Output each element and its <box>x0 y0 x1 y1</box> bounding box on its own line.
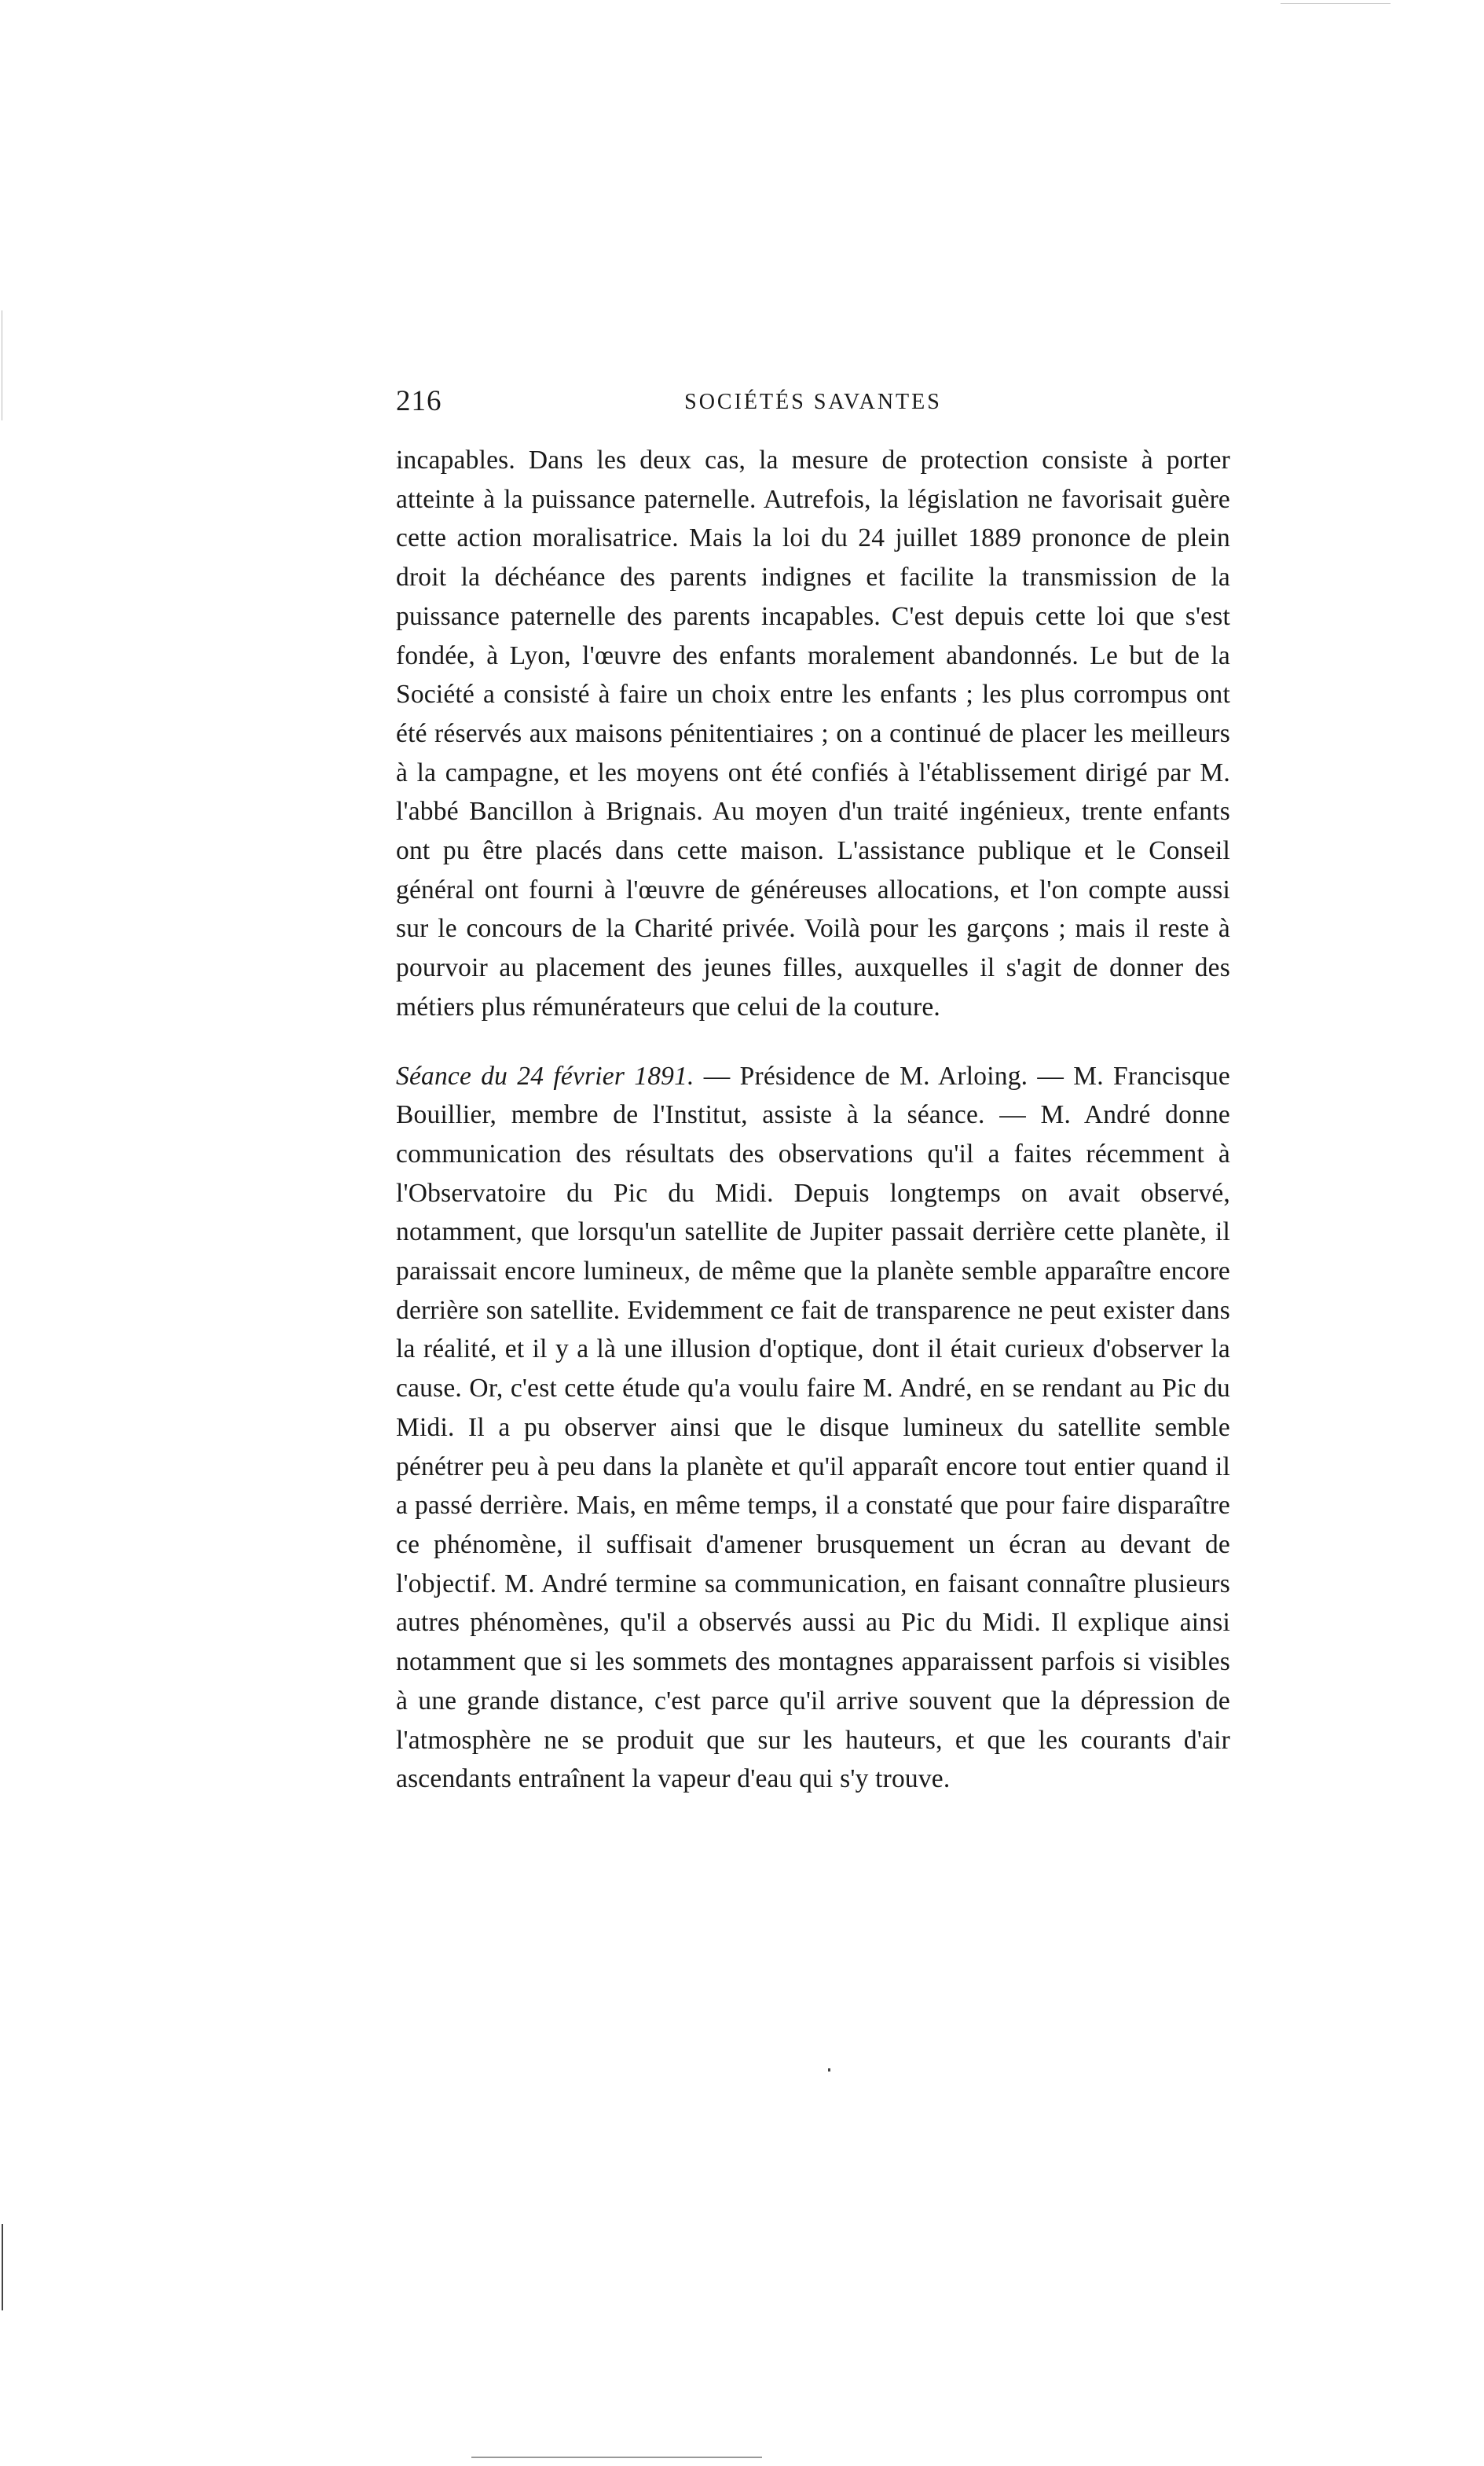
page-number: 216 <box>396 385 442 417</box>
session-heading: Séance du 24 février 1891. <box>396 1061 694 1091</box>
scan-speck <box>828 2068 830 2072</box>
paragraph-seance <box>396 1057 1230 1799</box>
running-head <box>396 383 1230 420</box>
body-text <box>396 441 1230 1799</box>
paragraph-continuation: incapables. Dans les deux cas, la mesure de protection consiste à porter atteinte à la puissance paternelle. Autrefois, la législation ne favorisait guère cette action moralisatrice. Mais la loi du 24 juillet 1889 prononce de plein droit la déchéance des parents indignes et facilite la transmission de la puissance paternelle des parents incapables. C'est depuis cette loi que s'est fondée, à Lyon, l'œuvre des enfants moralement abandonnés. Le but de la Société a consisté à faire un choix entre les enfants ; les plus corrompus ont été réservés aux maisons pénitentiaires ; on a continué de placer les meilleurs à la campagne, et les moyens ont été confiés à l'établissement dirigé par M. l'abbé Bancillon à Brignais. Au moyen d'un traité ingénieux, trente enfants ont pu être placés dans cette maison. L'assistance publique et le Conseil général ont fourni à l'œuvre de généreuses allocations, et l'on compte aussi sur le concours de la Charité privée. Voilà pour les garçons ; mais il reste à pourvoir au placement des jeunes filles, auxquelles il s'agit de donner des métiers plus rémunérateurs que celui de la couture. <box>396 446 1230 1022</box>
scan-bottom-rule <box>471 2457 762 2458</box>
running-title: SOCIÉTÉS SAVANTES <box>684 390 942 414</box>
session-body: — Présidence de M. Arloing. — M. Francisque Bouillier, membre de l'Institut, assiste à la séance. — M. André donne communication des résultats des observations qu'il a faites récemment à l'Observatoire du Pic du Midi. Depuis longtemps on avait observé, notamment, que lorsqu'un satellite de Jupiter passait derrière cette planète, il paraissait encore lumineux, de même que la planète semble apparaître encore derrière son satellite. Evidemment ce fait de transparence ne peut exister dans la réalité, et il y a là une illusion d'optique, dont il était curieux d'observer la cause. Or, c'est cette étude qu'a voulu faire M. André, en se rendant au Pic du Midi. Il a pu observer ainsi que le disque lumineux du satellite semble pénétrer peu à peu dans la planète et qu'il apparaît encore tout entier quand il a passé derrière. Mais, en même temps, il a constaté que pour faire disparaître ce phénomène, il suffisait d'amener brusquement un écran au devant de l'objectif. M. André termine sa communication, en faisant connaître plusieurs autres phénomènes, qu'il a observés aussi au Pic du Midi. Il explique ainsi notamment que si les sommets des montagnes apparaissent parfois si visibles à une grande distance, c'est parce qu'il arrive souvent que la dépression de l'atmosphère ne se produit que sur les hauteurs, et que les courants d'air ascendants entraînent la vapeur d'eau qui s'y trouve. <box>396 1061 1230 1794</box>
scan-top-rule <box>1281 3 1391 4</box>
scan-edge-mark <box>2 2224 3 2310</box>
